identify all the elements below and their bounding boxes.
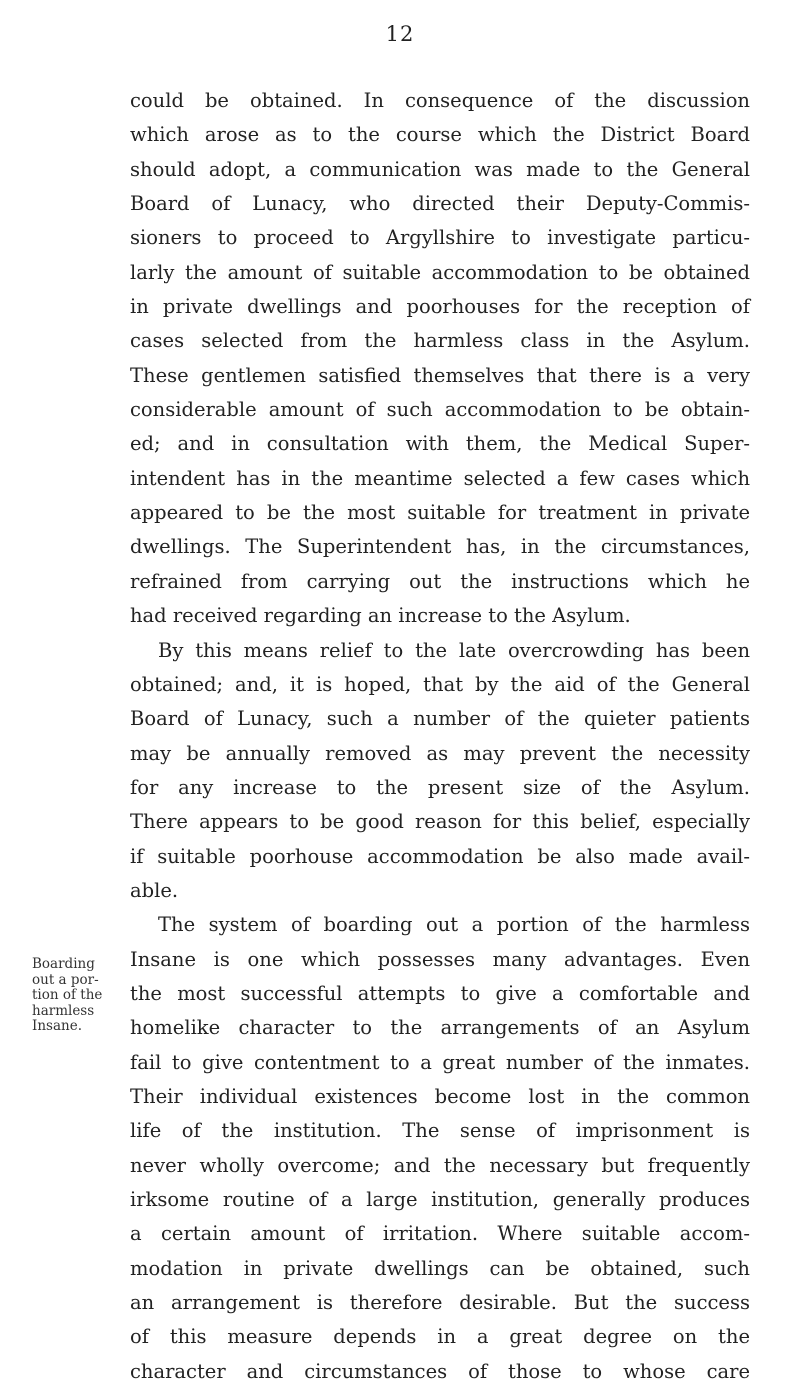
text-line: never wholly overcome; and the necessary but frequently (130, 1153, 750, 1177)
text-line: Insane is one which possesses many advantages. Even (130, 947, 750, 971)
text-line: should adopt, a communication was made to the General (130, 157, 750, 181)
margin-note-line: Insane. (32, 1018, 82, 1034)
text-line: appeared to be the most suitable for treatment in private (130, 501, 750, 525)
text-line: life of the institution. The sense of imprisonment is (130, 1119, 750, 1143)
margin-note-line: out a por- (32, 971, 99, 988)
text-line: obtained; and, it is hoped, that by the aid of the General (130, 672, 750, 696)
text-line: The system of boarding out a portion of the harmless (158, 913, 750, 937)
text-line: in private dwellings and poorhouses for the reception of (130, 295, 750, 319)
text-line: could be obtained. In consequence of the discussion (130, 89, 750, 112)
text-line: dwellings. The Superintendent has, in the circumstances, (130, 535, 750, 559)
text-line: which arose as to the course which the District Board (130, 123, 750, 147)
margin-note-line: Boarding (32, 956, 95, 972)
text-line: intendent has in the meantime selected a few cases which (130, 466, 750, 490)
paragraph (130, 634, 750, 909)
margin-note (32, 957, 122, 1035)
paragraph (130, 84, 750, 634)
text-line: There appears to be good reason for this belief, especially (130, 810, 750, 834)
text-line: may be annually removed as may prevent the necessity (130, 741, 750, 765)
text-line: Board of Lunacy, such a number of the quieter patients (130, 707, 750, 731)
text-line: Their individual existences become lost in the common (130, 1084, 750, 1108)
text-line: ed; and in consultation with them, the Medical Super- (130, 432, 750, 456)
paragraph (130, 908, 750, 1389)
text-line: an arrangement is therefore desirable. But the success (130, 1291, 750, 1315)
text-line: cases selected from the harmless class in the Asylum. (130, 329, 750, 353)
text-line: the most successful attempts to give a comfortable and (130, 981, 750, 1005)
text-line: if suitable poorhouse accommodation be also made avail- (130, 844, 750, 868)
page-number: 12 (385, 22, 415, 46)
text-line: irksome routine of a large institution, generally produces (130, 1188, 750, 1211)
margin-note-line: harmless (32, 1002, 95, 1019)
text-line: These gentlemen satisfied themselves that there is a very (130, 363, 750, 387)
text-line: of this measure depends in a great degree on the (130, 1325, 750, 1349)
text-line: Board of Lunacy, who directed their Deputy-Commis- (130, 192, 750, 216)
margin-note-line: tion of the (32, 987, 103, 1003)
text-line: fail to give contentment to a great number of the inmates. (130, 1050, 750, 1074)
text-line: larly the amount of suitable accommodation to be obtained (130, 260, 750, 284)
text-line: sioners to proceed to Argyllshire to investigate particu- (130, 226, 750, 250)
text-line: had received regarding an increase to the Asylum. (130, 604, 631, 628)
text-line: refrained from carrying out the instructions which he (130, 569, 750, 593)
text-line: homelike character to the arrangements of an Asylum (130, 1016, 750, 1040)
text-line: character and circumstances of those to whose care (130, 1359, 750, 1383)
text-line: a certain amount of irritation. Where suitable accom- (130, 1222, 750, 1246)
text-line: considerable amount of such accommodation to be obtain- (130, 398, 750, 422)
text-line: able. (130, 878, 179, 902)
text-line: By this means relief to the late overcrowding has been (158, 638, 750, 662)
text-line: for any increase to the present size of the Asylum. (130, 775, 750, 799)
body-text (130, 84, 750, 1389)
text-line: modation in private dwellings can be obtained, such (130, 1256, 750, 1280)
